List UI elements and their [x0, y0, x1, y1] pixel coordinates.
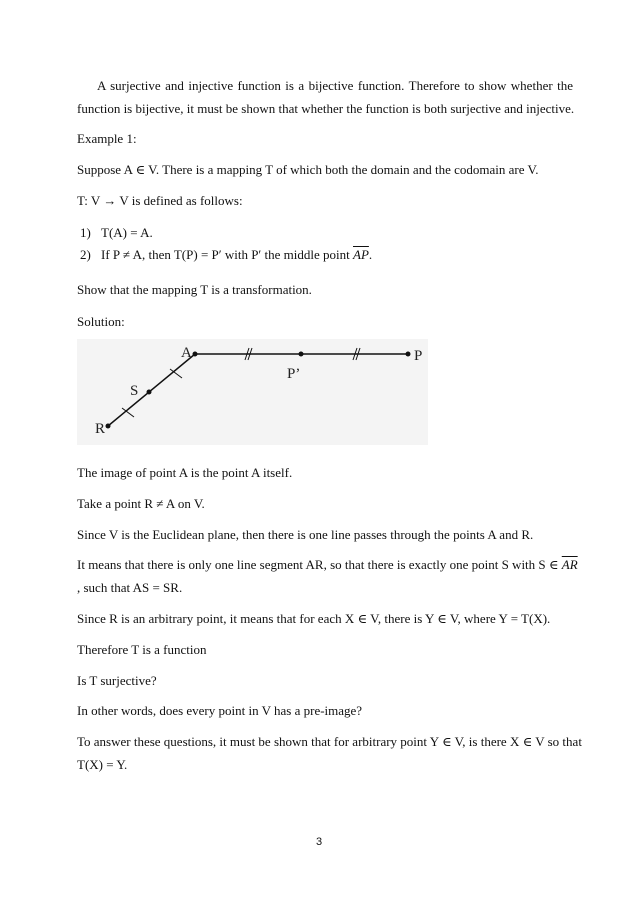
label-a: A: [181, 345, 192, 361]
list-text-2-tail: .: [368, 247, 373, 262]
segment-ap: $\overline{AP}$: [353, 247, 369, 262]
intro-paragraph-line-1: [77, 78, 573, 94]
point-p-prime: [299, 352, 304, 357]
geometry-figure: [77, 339, 428, 445]
list-number-1: 1): [80, 225, 91, 240]
body-paragraph-9-line-1: To answer these questions, it must be shown that for arbitrary point Y ∈ V, is there X ∈ V so that: [77, 734, 582, 749]
body-paragraph-8: In other words, does every point in V has a pre-image?: [77, 703, 363, 718]
body-paragraph-3: Since V is the Euclidean plane, then there is one line passes through the points A and R.: [77, 527, 534, 542]
intro-text-1: A surjective and injective function is a bijective function. Therefore to show whether the: [97, 78, 573, 93]
list-text-2: If P ≠ A, then T(P) = P′ with P′ the middle point: [101, 247, 353, 262]
segment-ar: $\overline{AR}$: [561, 557, 578, 572]
body-paragraph-4-line-1: [77, 557, 578, 573]
intro-paragraph-line-2: function is bijective, it must be shown that whether the function is both surjective and injective.: [77, 101, 575, 116]
solution-heading: Solution:: [77, 314, 125, 329]
point-s: [147, 390, 152, 395]
list-text-1: T(A) = A.: [101, 225, 153, 240]
body-paragraph-4-line-2: , such that AS = SR.: [77, 580, 183, 595]
label-p: P: [414, 348, 423, 364]
body-paragraph-7: Is T surjective?: [77, 673, 157, 688]
body-paragraph-9-line-2: T(X) = Y.: [77, 757, 128, 772]
label-s: S: [130, 383, 139, 399]
definition-statement: T: V → V is defined as follows:: [77, 193, 243, 208]
body-paragraph-6: Therefore T is a function: [77, 642, 207, 657]
example-heading: Example 1:: [77, 131, 137, 146]
point-r: [106, 424, 111, 429]
point-a: [193, 352, 198, 357]
figure-svg: [77, 339, 428, 445]
body-paragraph-4-text: It means that there is only one line segment AR, so that there is exactly one point S with S ∈: [77, 557, 562, 572]
body-paragraph-2: Take a point R ≠ A on V.: [77, 496, 205, 511]
label-r: R: [95, 421, 106, 437]
body-paragraph-5: Since R is an arbitrary point, it means that for each X ∈ V, there is Y ∈ V, where Y = T(X).: [77, 611, 551, 626]
list-item-1: [80, 225, 153, 241]
segment-ra: [108, 354, 195, 426]
suppose-statement: Suppose A ∈ V. There is a mapping T of which both the domain and the codomain are V.: [77, 162, 539, 177]
page-number: 3: [315, 836, 323, 848]
point-p: [406, 352, 411, 357]
show-statement: Show that the mapping T is a transformation.: [77, 282, 312, 297]
list-number-2: 2): [80, 247, 91, 262]
list-item-2: [80, 247, 372, 263]
body-paragraph-1: The image of point A is the point A itself.: [77, 465, 293, 480]
label-p-prime: P’: [287, 366, 301, 382]
